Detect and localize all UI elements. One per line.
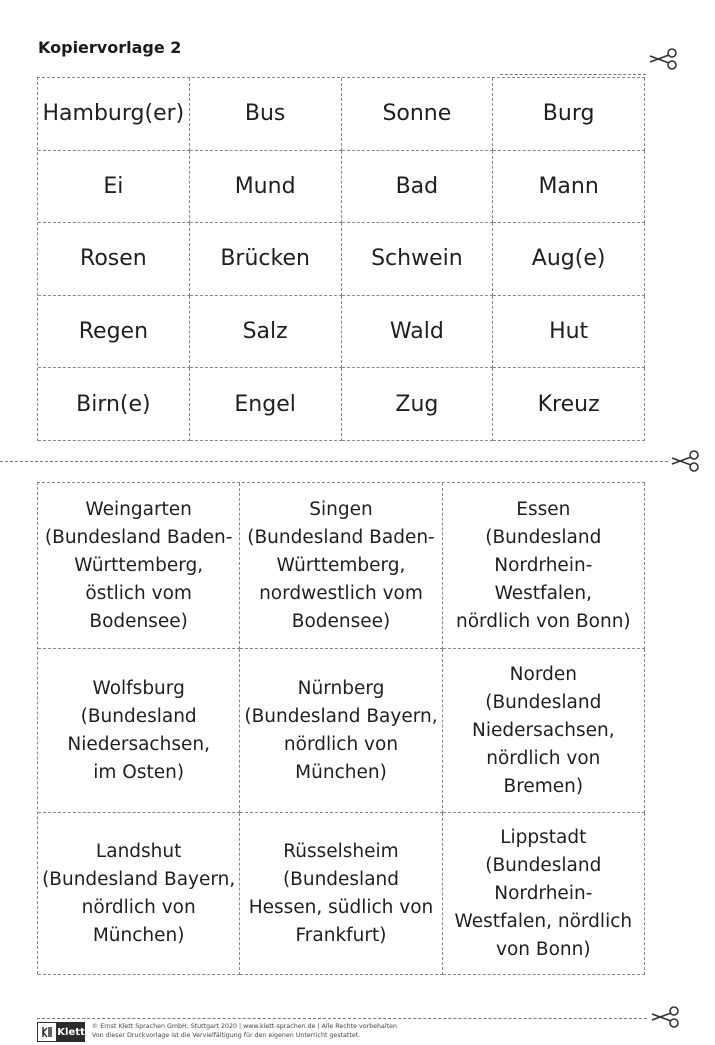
word-card: Schwein <box>342 223 494 296</box>
scissors-icon <box>650 1006 680 1028</box>
word-card: Birn(e) <box>38 368 190 441</box>
cut-line-middle <box>0 461 668 462</box>
city-card: Landshut (Bundesland Bayern, nördlich von München) <box>38 813 240 975</box>
city-card: Nürnberg (Bundesland Bayern, nördlich von München) <box>240 649 442 813</box>
scissors-icon <box>648 48 678 70</box>
copyright-line: © Ernst Klett Sprachen GmbH, Stuttgart 2020 | www.klett-sprachen.de | Alle Rechte vorbehalten <box>92 1023 397 1030</box>
city-card: Singen (Bundesland Baden- Württemberg, nordwestlich vom Bodensee) <box>240 483 442 649</box>
word-card: Sonne <box>342 78 494 151</box>
word-card: Regen <box>38 296 190 369</box>
city-card: Essen (Bundesland Nordrhein- Westfalen, nördlich von Bonn) <box>443 483 645 649</box>
word-card: Hamburg(er) <box>38 78 190 151</box>
word-card: Mund <box>190 151 342 224</box>
word-card: Mann <box>493 151 645 224</box>
word-card: Kreuz <box>493 368 645 441</box>
word-card-grid <box>37 77 645 441</box>
city-card: Wolfsburg (Bundesland Niedersachsen, im Osten) <box>38 649 240 813</box>
city-card: Norden (Bundesland Niedersachsen, nördlich von Bremen) <box>443 649 645 813</box>
word-card: Hut <box>493 296 645 369</box>
publisher-logo <box>37 1022 85 1042</box>
word-card: Aug(e) <box>493 223 645 296</box>
word-card: Ei <box>38 151 190 224</box>
word-card: Burg <box>493 78 645 151</box>
city-card: Weingarten (Bundesland Baden- Württemberg, östlich vom Bodensee) <box>38 483 240 649</box>
city-card-grid <box>37 482 645 974</box>
city-card: Rüsselsheim (Bundesland Hessen, südlich von Frankfurt) <box>240 813 442 975</box>
city-card: Lippstadt (Bundesland Nordrhein- Westfalen, nördlich von Bonn) <box>443 813 645 975</box>
cut-line-top <box>500 74 646 75</box>
word-card: Rosen <box>38 223 190 296</box>
word-card: Brücken <box>190 223 342 296</box>
license-line: Von dieser Druckvorlage ist die Vervielfältigung für den eigenen Unterricht gestattet. <box>92 1032 361 1039</box>
word-card: Bad <box>342 151 494 224</box>
scissors-icon <box>670 450 700 472</box>
logo-mark-icon <box>37 1022 57 1042</box>
cut-line-bottom <box>37 1018 647 1019</box>
word-card: Zug <box>342 368 494 441</box>
word-card: Bus <box>190 78 342 151</box>
word-card: Engel <box>190 368 342 441</box>
word-card: Salz <box>190 296 342 369</box>
page-title: Kopiervorlage 2 <box>38 38 182 57</box>
logo-text: Klett <box>57 1022 85 1042</box>
copyright-notice <box>92 1022 397 1040</box>
word-card: Wald <box>342 296 494 369</box>
